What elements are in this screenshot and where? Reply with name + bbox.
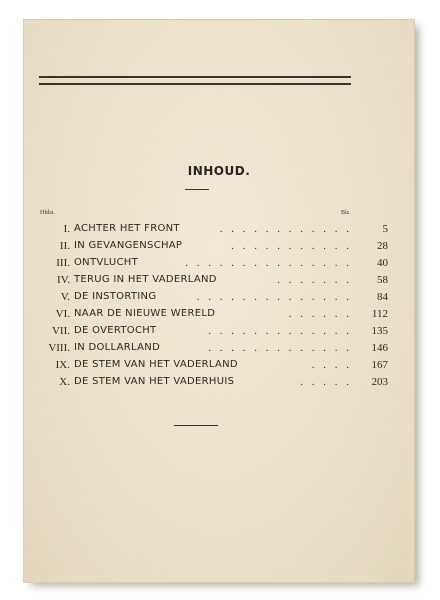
toc-row bbox=[24, 291, 414, 308]
chapter-number: II. bbox=[59, 240, 70, 252]
chapter-number: VIII. bbox=[48, 342, 70, 354]
chapter-title: DE STEM VAN HET VADERLAND bbox=[74, 359, 238, 370]
chapter-number: V. bbox=[60, 291, 70, 303]
chapter-title: DE INSTORTING bbox=[74, 291, 157, 302]
chapter-title: TERUG IN HET VADERLAND bbox=[74, 274, 217, 285]
chapter-number: VII. bbox=[51, 325, 70, 337]
leader-dots: . . . . . . . . . . . . . . bbox=[196, 291, 352, 303]
leader-dots: . . . . . . . . . . . . . bbox=[208, 325, 352, 337]
page-number: 84 bbox=[377, 291, 388, 303]
chapter-title: IN DOLLARLAND bbox=[74, 342, 161, 353]
toc-row bbox=[24, 223, 414, 240]
chapter-title: DE OVERTOCHT bbox=[74, 325, 157, 336]
title-underline bbox=[185, 189, 209, 190]
page-title: INHOUD. bbox=[187, 164, 251, 178]
chapter-number: IV. bbox=[57, 274, 70, 286]
page-number: 112 bbox=[371, 308, 388, 320]
leader-dots: . . . . . . . . . . . bbox=[231, 240, 352, 252]
page-number: 146 bbox=[371, 342, 388, 354]
toc-row bbox=[24, 359, 414, 376]
page-number: 40 bbox=[377, 257, 388, 269]
chapter-number: VI. bbox=[55, 308, 70, 320]
page-number: 58 bbox=[377, 274, 388, 286]
bottom-rule bbox=[174, 425, 218, 426]
chapter-title: ACHTER HET FRONT bbox=[74, 223, 180, 234]
leader-dots: . . . . . . . bbox=[277, 274, 352, 286]
page-number: 203 bbox=[371, 376, 388, 388]
chapter-title: NAAR DE NIEUWE WERELD bbox=[74, 308, 216, 319]
chapter-title: ONTVLUCHT bbox=[74, 257, 139, 268]
page-number: 135 bbox=[371, 325, 388, 337]
page-number: 167 bbox=[371, 359, 388, 371]
toc-row bbox=[24, 376, 414, 393]
toc-row bbox=[24, 240, 414, 257]
chapter-column-header: Hfdst. bbox=[40, 210, 55, 216]
chapter-number: X. bbox=[59, 376, 70, 388]
chapter-title: IN GEVANGENSCHAP bbox=[74, 240, 183, 251]
leader-dots: . . . . . . . . . . . . . . . bbox=[185, 257, 352, 269]
leader-dots: . . . . . bbox=[300, 376, 352, 388]
toc-row bbox=[24, 308, 414, 325]
leader-dots: . . . . . . . . . . . . bbox=[219, 223, 352, 235]
toc-row bbox=[24, 257, 414, 274]
chapter-number: I. bbox=[63, 223, 70, 235]
page-number: 28 bbox=[377, 240, 388, 252]
toc-row bbox=[24, 325, 414, 342]
book-page bbox=[24, 20, 414, 582]
chapter-title: DE STEM VAN HET VADERHUIS bbox=[74, 376, 235, 387]
leader-dots: . . . . bbox=[311, 359, 352, 371]
page-number: 5 bbox=[382, 223, 388, 235]
chapter-number: IX. bbox=[55, 359, 70, 371]
toc-row bbox=[24, 274, 414, 291]
chapter-number: III. bbox=[56, 257, 70, 269]
leader-dots: . . . . . . bbox=[288, 308, 352, 320]
leader-dots: . . . . . . . . . . . . . bbox=[208, 342, 352, 354]
top-double-rule bbox=[39, 76, 351, 85]
toc-row bbox=[24, 342, 414, 359]
page-column-header: Blz. bbox=[341, 210, 351, 216]
